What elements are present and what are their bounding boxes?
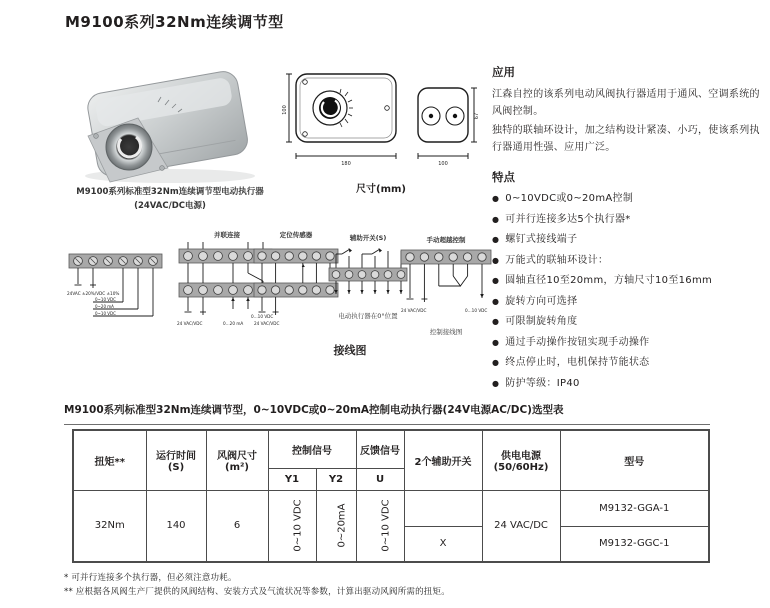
header-u: U [356,468,404,490]
header-power-unit: (50/60Hz) [493,462,549,474]
header-runtime-text: 运行时间 [156,451,196,463]
bullet-icon: ● [492,276,500,285]
cell-torque: 32Nm [73,490,146,562]
bullet-icon: ● [492,214,500,224]
header-runtime [146,430,206,490]
feature-item [492,212,764,227]
dimension-drawing [282,66,480,174]
cell-y2-text: 0~20mA [336,503,348,548]
basic-sig1-label: 0~10 VDC [95,297,116,302]
cell-u-text: 0~10 VDC [380,499,392,552]
dim-side-width: 100 [438,161,448,167]
cell-runtime: 140 [146,490,206,562]
feature-item [492,335,764,350]
cell-y1-text: 0~10 VDC [292,499,304,552]
feature-text: 螺钉式接线端子 [505,234,578,245]
footnote-2: ** 应根据各风阀生产厂提供的风阀结构、安装方式及气流状况等参数，计算出驱动风阀所需的扭矩。 [64,587,450,597]
selection-table [72,429,710,563]
footnote-1: * 可并行连接多个执行器，但必须注意功耗。 [64,573,237,583]
feature-item [492,314,764,329]
cell-y1 [268,490,316,562]
feature-text: 通过手动操作按钮实现手动操作 [505,336,650,348]
wiring-caption: 接线图 [333,344,367,357]
feature-item [492,273,764,288]
features-list [492,191,764,391]
dimensions-caption: 尺寸(mm) [356,184,406,195]
header-y2: Y2 [316,468,356,490]
dim-front-height: 100 [282,105,288,115]
wiring-aux-label: 辅助开关(S) [349,234,387,242]
feature-text: 圆轴直径10至20mm，方轴尺寸10至16mm [505,275,713,286]
header-model: 型号 [560,430,709,490]
dimension-svg [282,66,480,171]
parallel-fb-label: 0...10 VDC [251,314,274,319]
header-aux: 2个辅助开关 [404,430,482,490]
bullet-icon: ● [492,296,500,306]
override-supply-label: 24 VAC/VDC [401,308,427,313]
wiring-aux-svg [328,244,408,306]
feature-item [492,232,764,247]
wiring-basic [63,248,169,332]
product-photo [72,56,267,186]
cell-model-c: M9132-GGC-1 [560,526,709,562]
bullet-icon: ● [492,317,500,326]
cell-power: 24 VAC/DC [482,490,560,562]
feature-text: 可限制旋转角度 [505,316,578,327]
bullet-icon: ● [492,378,500,388]
feature-text: 万能式的联轴环设计： [505,254,609,266]
bullet-icon: ● [492,337,500,347]
cell-aux-row1 [404,490,482,526]
page-title: M9100系列32Nm连续调节型 [65,13,284,31]
parallel-sig-label: 0...20 mA [223,321,244,326]
header-damper [206,430,268,490]
basic-supply-label: 24VAC ±20%/VDC ±10% [67,291,120,296]
header-torque: 扭矩** [73,430,146,490]
feature-text: 终点停止时，电机保持节能状态 [505,357,650,368]
feature-item [492,191,764,206]
wiring-override-note: 控制接线图 [429,328,463,336]
selection-table-title: M9100系列标准型32Nm连续调节型，0~10VDC或0~20mA控制电动执行器(24V电源AC/DC)选型表 [64,402,710,425]
header-runtime-unit: (S) [167,462,185,474]
header-feedback: 反馈信号 [356,430,404,468]
header-power [482,430,560,490]
header-y1: Y1 [268,468,316,490]
cell-u [356,490,404,562]
feature-text: 0~10VDC或0~20mA控制 [505,193,634,204]
feature-item [492,294,764,309]
application-heading: 应用 [492,65,515,79]
feature-item [492,355,764,370]
wiring-parallel-label: 并联连接 [214,231,240,239]
feature-text: 可并行连接多达5个执行器* [505,213,631,225]
header-control: 控制信号 [268,430,356,468]
application-para1: 江森自控的该系列电动风阀执行器适用于通风、空调系统的风阀控制。 [492,89,760,117]
actuator-image [72,56,267,186]
bullet-icon: ● [492,255,500,265]
wiring-sensor-label: 定位传感器 [279,231,313,239]
dim-side-height: 67 [474,112,480,120]
cell-y2 [316,490,356,562]
feature-item [492,376,764,391]
header-damper-text: 风阀尺寸 [217,451,257,463]
cell-aux-row2: X [404,526,482,562]
feature-item [492,253,764,268]
header-power-text: 供电电源 [501,451,541,463]
wiring-override-svg [399,246,493,322]
feature-text: 旋转方向可选择 [505,295,578,307]
features-section [492,169,764,391]
bullet-icon: ● [492,358,500,367]
features-heading: 特点 [492,170,515,184]
dim-front-width: 180 [341,161,351,167]
override-fb-label: 0...10 VDC [465,308,488,313]
feature-text: 防护等级：IP40 [505,377,580,389]
product-caption: M9100系列标准型32Nm连续调节型电动执行器(24VAC/DC电源) [76,187,264,211]
cell-model-a: M9132-GGA-1 [560,490,709,526]
wiring-override [398,235,494,336]
wiring-aux-note: 电动执行器在0°位置 [338,312,398,320]
application-para2: 独特的联轴环设计，加之结构设计紧凑、小巧，使该系列执行器通用性强、应用广泛。 [492,125,760,153]
bullet-icon: ● [492,235,500,244]
right-column [492,64,764,396]
basic-sig2-label: 0~20 mA [95,304,114,309]
basic-sig3-label: 0~10 VDC [95,311,116,316]
wiring-basic-svg [63,248,169,328]
sensor-supply-label: 24 VAC/VDC [254,321,280,326]
header-damper-unit: (m²) [225,462,249,474]
cell-damper: 6 [206,490,268,562]
wiring-override-label: 手动超越控制 [426,236,466,244]
parallel-supply-label: 24 VAC/VDC [177,321,203,326]
bullet-icon: ● [492,194,500,203]
